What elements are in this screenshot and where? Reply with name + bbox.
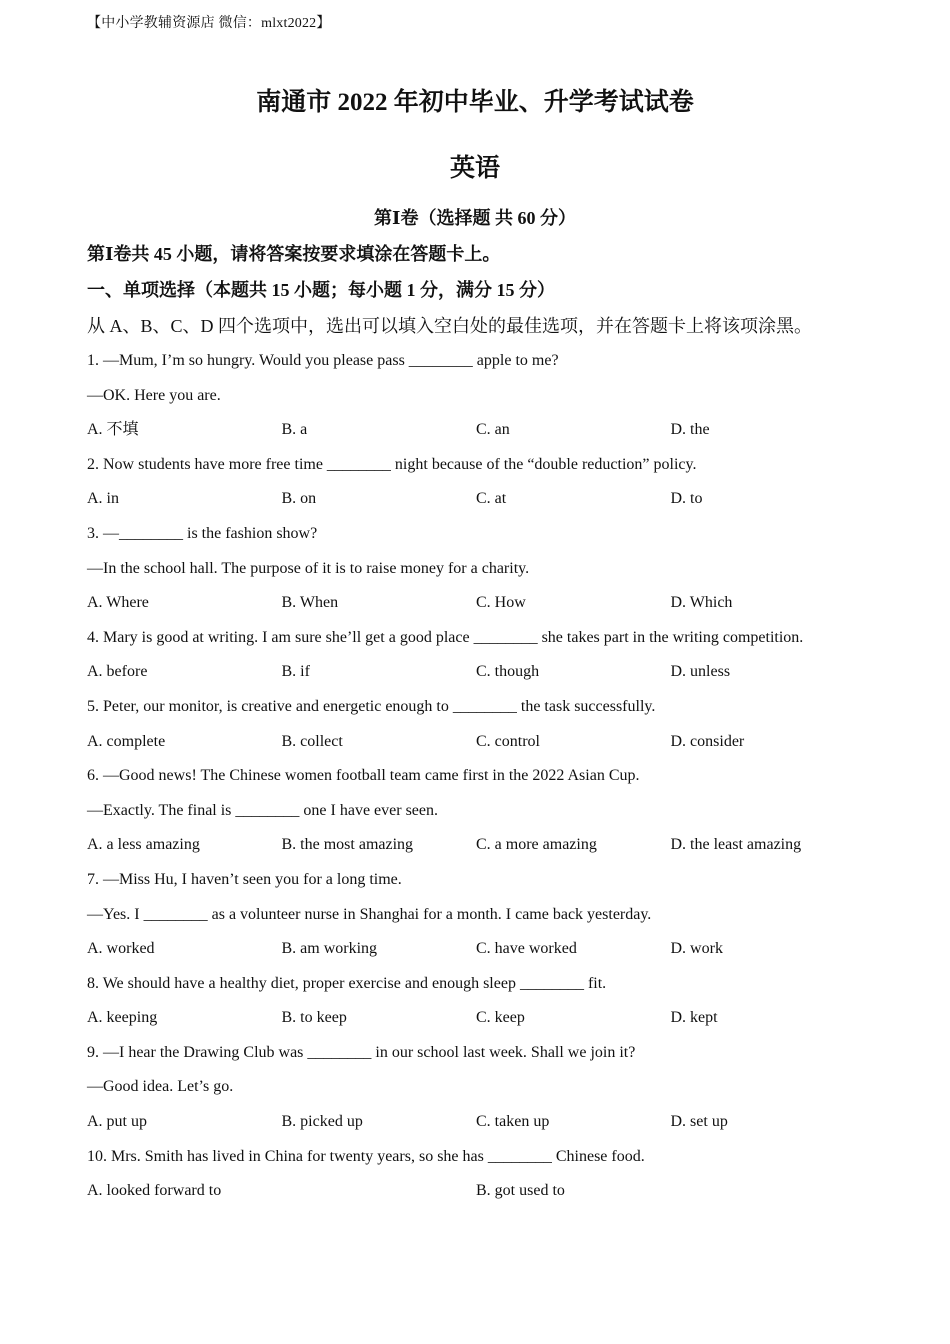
subject-title: 英语 (449, 155, 500, 182)
option-b: B. am working (281, 940, 378, 958)
question-text: 8. We should have a healthy diet, proper exercise and enough sleep ________ fit. (87, 974, 607, 992)
option-d: D. to (670, 490, 703, 508)
question-2 (87, 452, 887, 521)
question-3 (87, 521, 887, 625)
question-text: 6. —Good news! The Chinese women football team came first in the 2022 Asian Cup. (87, 767, 640, 785)
question-text: —Good idea. Let’s go. (87, 1078, 234, 1096)
option-a: A. Where (87, 594, 149, 612)
option-c: C. How (476, 594, 526, 612)
question-1 (87, 348, 887, 452)
question-text: —In the school hall. The purpose of it is to raise money for a charity. (87, 559, 530, 577)
question-text: 9. —I hear the Drawing Club was ________ in our school last week. Shall we join it? (87, 1043, 636, 1061)
option-d: D. kept (670, 1009, 718, 1027)
option-c: C. a more amazing (476, 836, 597, 854)
option-c: C. have worked (476, 940, 577, 958)
question-text: 5. Peter, our monitor, is creative and energetic enough to ________ the task successfully. (87, 697, 656, 715)
option-b: B. collect (281, 732, 343, 750)
option-a: A. complete (87, 732, 166, 750)
question-text: 4. Mary is good at writing. I am sure she’ll get a good place ________ she takes part in the writing competition. (87, 628, 804, 646)
option-b: B. to keep (281, 1009, 347, 1027)
question-text: —OK. Here you are. (87, 386, 221, 404)
option-b: B. When (281, 594, 339, 612)
option-a: A. put up (87, 1113, 147, 1131)
options-row (87, 659, 887, 694)
question-7 (87, 867, 887, 971)
section-title: 一、单项选择（本题共 15 小题；每小题 1 分，满分 15 分） (87, 280, 555, 300)
option-a: A. a less amazing (87, 836, 200, 854)
question-text: —Exactly. The final is ________ one I have ever seen. (87, 801, 438, 819)
part-note: 第Ⅰ卷共 45 小题，请将答案按要求填涂在答题卡上。 (87, 244, 501, 264)
option-a: A. worked (87, 940, 155, 958)
question-list (87, 348, 887, 1213)
options-row (87, 936, 887, 971)
question-text: 10. Mrs. Smith has lived in China for twenty years, so she has ________ Chinese food. (87, 1147, 645, 1165)
option-d: D. unless (670, 663, 731, 681)
question-text: 2. Now students have more free time ________ night because of the “double reduction” policy. (87, 455, 697, 473)
question-9 (87, 1040, 887, 1144)
option-b: B. the most amazing (281, 836, 414, 854)
options-row (87, 1005, 887, 1040)
option-d: D. consider (670, 732, 745, 750)
question-6 (87, 763, 887, 867)
question-text: —Yes. I ________ as a volunteer nurse in Shanghai for a month. I came back yesterday. (87, 905, 652, 923)
option-b: B. if (281, 663, 310, 681)
options-row (87, 729, 887, 764)
option-d: D. the (670, 421, 710, 439)
option-b: B. a (281, 421, 308, 439)
option-a: A. looked forward to (87, 1182, 222, 1200)
instruction: 从 A、B、C、D 四个选项中，选出可以填入空白处的最佳选项，并在答题卡上将该项涂黑。 (87, 316, 813, 336)
options-row (87, 590, 887, 625)
option-a: A. before (87, 663, 148, 681)
exam-title: 南通市 2022 年初中毕业、升学考试试卷 (256, 89, 694, 116)
option-c: C. keep (476, 1009, 525, 1027)
option-d: D. work (670, 940, 723, 958)
options-row (87, 1178, 887, 1213)
option-a: A. in (87, 490, 119, 508)
header-note: 【中小学教辅资源店 微信：mlxt2022】 (87, 16, 331, 31)
option-b: B. picked up (281, 1113, 363, 1131)
question-4 (87, 625, 887, 694)
option-b: B. got used to (476, 1182, 565, 1200)
part-title: 第Ⅰ卷（选择题 共 60 分） (374, 208, 576, 228)
question-text: 1. —Mum, I’m so hungry. Would you please pass ________ apple to me? (87, 352, 559, 369)
options-row (87, 832, 887, 867)
option-c: C. taken up (476, 1113, 550, 1131)
option-a: A. keeping (87, 1009, 158, 1027)
option-a: A. 不填 (87, 421, 139, 439)
question-5 (87, 694, 887, 763)
question-text: 3. —________ is the fashion show? (87, 524, 318, 542)
option-c: C. an (476, 421, 510, 439)
question-8 (87, 971, 887, 1040)
option-c: C. control (476, 732, 540, 750)
question-10 (87, 1144, 887, 1213)
option-d: D. the least amazing (670, 836, 802, 854)
option-b: B. on (281, 490, 317, 508)
option-c: C. though (476, 663, 540, 681)
options-row (87, 1109, 887, 1144)
option-d: D. Which (670, 594, 733, 612)
options-row (87, 417, 887, 452)
question-text: 7. —Miss Hu, I haven’t seen you for a long time. (87, 870, 402, 888)
option-d: D. set up (670, 1113, 728, 1131)
option-c: C. at (476, 490, 507, 508)
options-row (87, 486, 887, 521)
